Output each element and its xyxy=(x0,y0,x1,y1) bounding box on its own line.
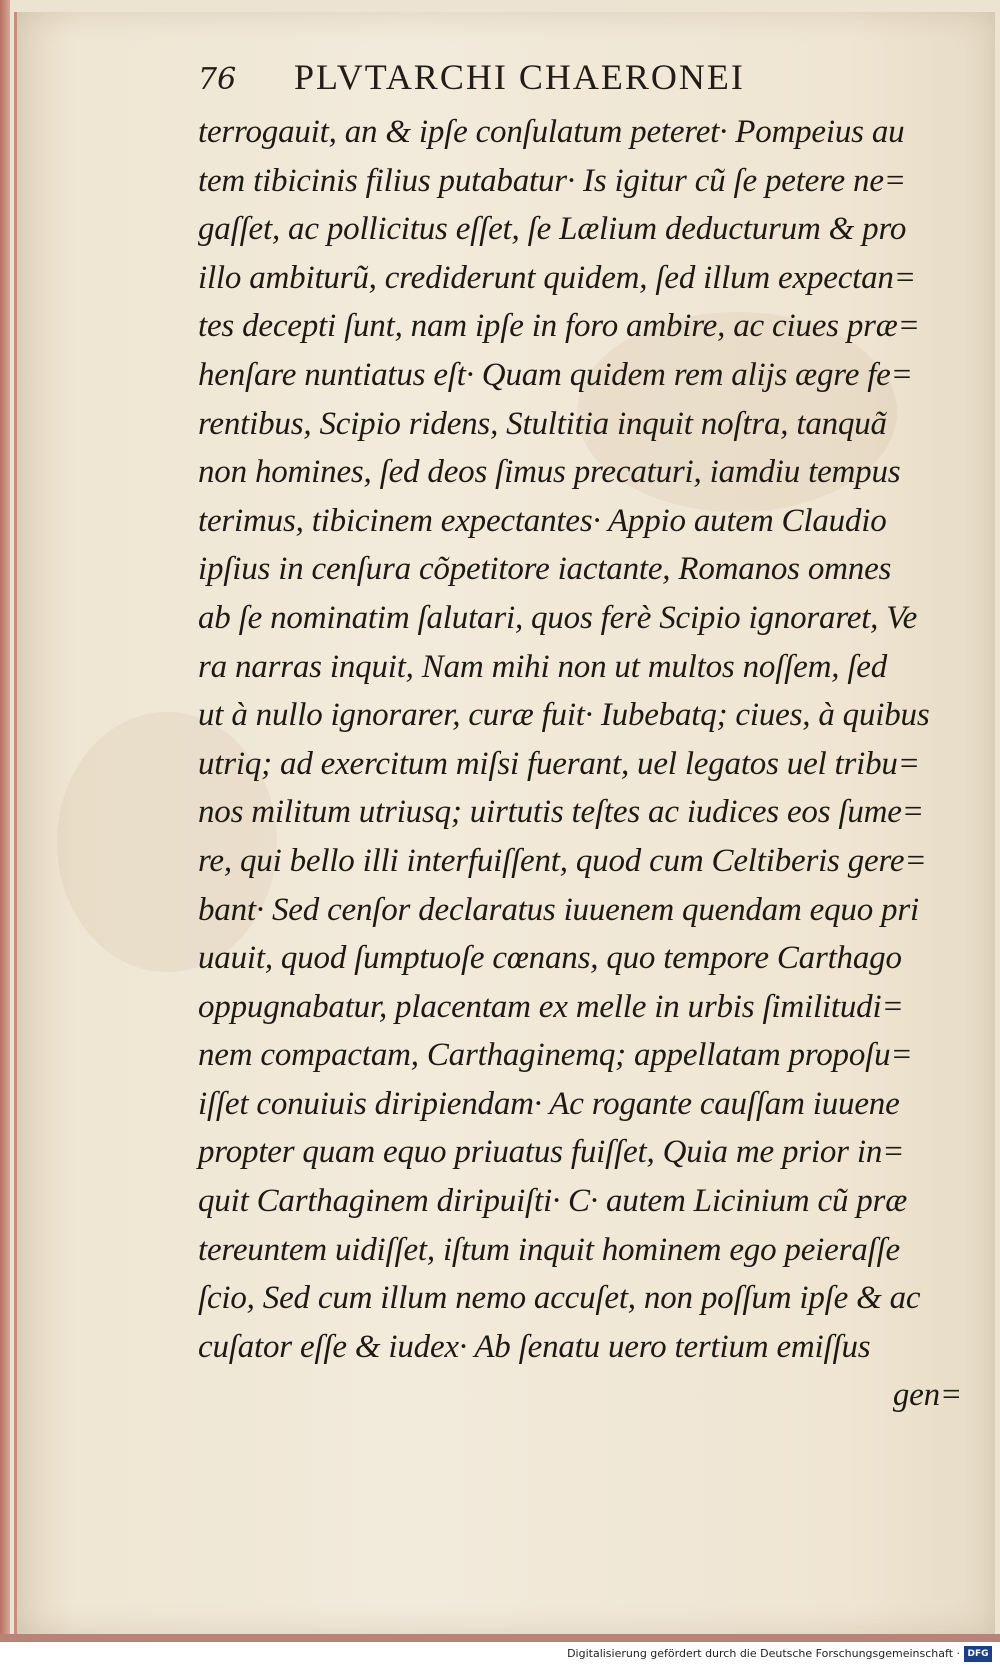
text-line: quit Carthaginem diripuiſti· C· autem Licinium cũ præ xyxy=(198,1183,908,1220)
book-spine xyxy=(0,0,10,1642)
text-line: terrogauit, an & ipſe conſulatum peteret· Pompeius au xyxy=(198,114,905,150)
digitization-credit: Digitalisierung gefördert durch die Deutsche Forschungsgemeinschaft · xyxy=(567,1647,960,1660)
text-line: iſſet conuiuis diripiendam· Ac rogante cauſſam iuuene xyxy=(198,1085,900,1122)
text-line: oppugnabatur, placentam ex melle in urbis ſimilitudi= xyxy=(198,988,904,1025)
text-line: gaſſet, ac pollicitus eſſet, ſe Lælium deducturum & pro xyxy=(198,211,907,248)
text-line: nem compactam, Carthaginemq; appellatam propoſu= xyxy=(198,1037,913,1074)
text-line: cuſator eſſe & iudex· Ab ſenatu uero tertium emiſſus xyxy=(198,1328,871,1365)
text-line: terimus, tibicinem expectantes· Appio autem Claudio xyxy=(198,502,887,539)
text-line: bant· Sed cenſor declaratus iuuenem quendam equo pri xyxy=(198,891,919,928)
text-line: uauit, quod ſumptuoſe cœnans, quo tempore Carthago xyxy=(198,940,902,977)
text-line: ipſius in cenſura cõpetitore iactante, Romanos omnes xyxy=(198,551,892,588)
text-line: henſare nuntiatus eſt· Quam quidem rem alijs ægre fe= xyxy=(198,356,913,393)
text-line: propter quam equo priuatus fuiſſet, Quia me prior in= xyxy=(198,1134,905,1171)
text-line: rentibus, Scipio ridens, Stultitia inquit noſtra, tanquã xyxy=(198,405,887,442)
text-line: illo ambiturũ, crediderunt quidem, ſed illum expectan= xyxy=(198,259,916,296)
text-line: tem tibicinis filius putabatur· Is igitur cũ ſe petere ne= xyxy=(198,162,906,199)
page-header xyxy=(198,56,968,108)
text-line: utriq; ad exercitum miſsi fuerant, uel legatos uel tribu= xyxy=(198,745,920,782)
text-line: ab ſe nominatim ſalutari, quos ferè Scipio ignoraret, Ve xyxy=(198,599,918,636)
running-head: PLVTARCHI CHAERONEI xyxy=(294,57,745,97)
text-line: ra narras inquit, Nam mihi non ut multos noſſem, ſed xyxy=(198,648,888,685)
digitization-footer xyxy=(0,1642,1000,1668)
text-line: re, qui bello illi interfuiſſent, quod cum Celtiberis gere= xyxy=(198,842,927,879)
body-text xyxy=(198,108,968,1371)
dfg-logo: DFG xyxy=(964,1646,992,1662)
text-line: ut à nullo ignorarer, curæ fuit· Iubebatq; ciues, à quibus xyxy=(198,697,930,734)
text-line: tes decepti ſunt, nam ipſe in foro ambire, ac ciues præ= xyxy=(198,308,920,345)
catchword: gen= xyxy=(892,1377,962,1414)
text-block xyxy=(198,56,968,1420)
page-edge xyxy=(0,1634,1000,1642)
page-number: 76 xyxy=(198,62,237,97)
text-line: nos militum utriusq; uirtutis teſtes ac iudices eos ſume= xyxy=(198,794,924,831)
text-line: ſcio, Sed cum illum nemo accuſet, non poſſum ipſe & ac xyxy=(198,1280,921,1317)
text-line: non homines, ſed deos ſimus precaturi, iamdiu tempus xyxy=(198,454,901,491)
text-line: tereuntem uidiſſet, iſtum inquit hominem ego peieraſſe xyxy=(198,1231,900,1268)
